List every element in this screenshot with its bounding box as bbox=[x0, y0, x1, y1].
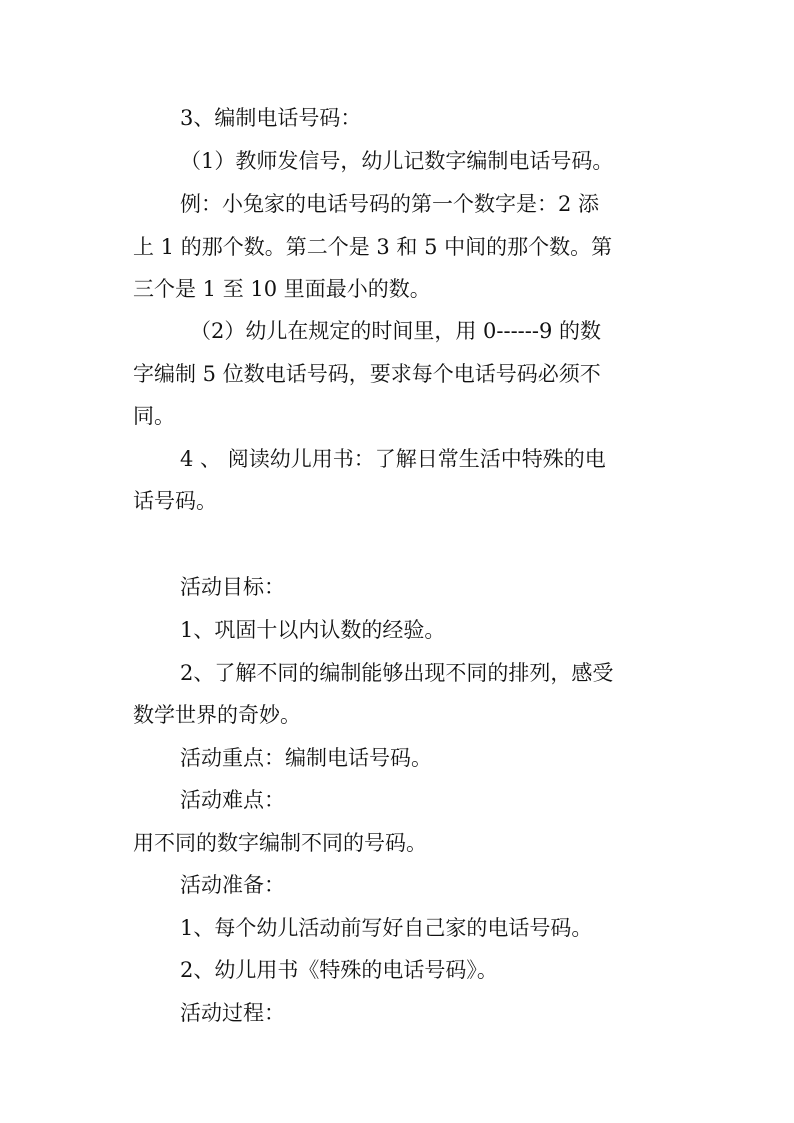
section4-line1: 4 、 阅读幼儿用书：了解日常生活中特殊的电 bbox=[180, 447, 606, 471]
item1-text: （1）教师发信号，幼儿记数字编制电话号码。 bbox=[180, 149, 614, 173]
example-line1: 例：小兔家的电话号码的第一个数字是：2 添 bbox=[180, 192, 600, 216]
goal2-line2: 数学世界的奇妙。 bbox=[133, 703, 301, 727]
goal1: 1、巩固十以内认数的经验。 bbox=[180, 618, 446, 642]
section4-line2: 话号码。 bbox=[133, 489, 217, 513]
section3-heading: 3、编制电话号码： bbox=[180, 106, 362, 130]
prep-heading: 活动准备： bbox=[180, 873, 285, 897]
example-line3: 三个是 1 至 10 里面最小的数。 bbox=[133, 277, 431, 301]
prep1: 1、每个幼儿活动前写好自己家的电话号码。 bbox=[180, 916, 593, 940]
item2-line2: 字编制 5 位数电话号码，要求每个电话号码必须不 bbox=[133, 362, 601, 386]
difficulty-heading: 活动难点： bbox=[180, 788, 285, 812]
item2-line1: （2）幼儿在规定的时间里，用 0------9 的数 bbox=[190, 319, 602, 343]
difficulty-text: 用不同的数字编制不同的号码。 bbox=[133, 831, 427, 855]
example-line2: 上 1 的那个数。第二个是 3 和 5 中间的那个数。第 bbox=[133, 235, 613, 259]
key-point: 活动重点：编制电话号码。 bbox=[180, 746, 432, 770]
process-heading: 活动过程： bbox=[180, 1001, 285, 1025]
prep2: 2、幼儿用书《特殊的电话号码》。 bbox=[180, 958, 498, 982]
item2-line3: 同。 bbox=[133, 404, 175, 428]
goal2-line1: 2、了解不同的编制能够出现不同的排列，感受 bbox=[180, 661, 614, 685]
goals-heading: 活动目标： bbox=[180, 575, 285, 599]
